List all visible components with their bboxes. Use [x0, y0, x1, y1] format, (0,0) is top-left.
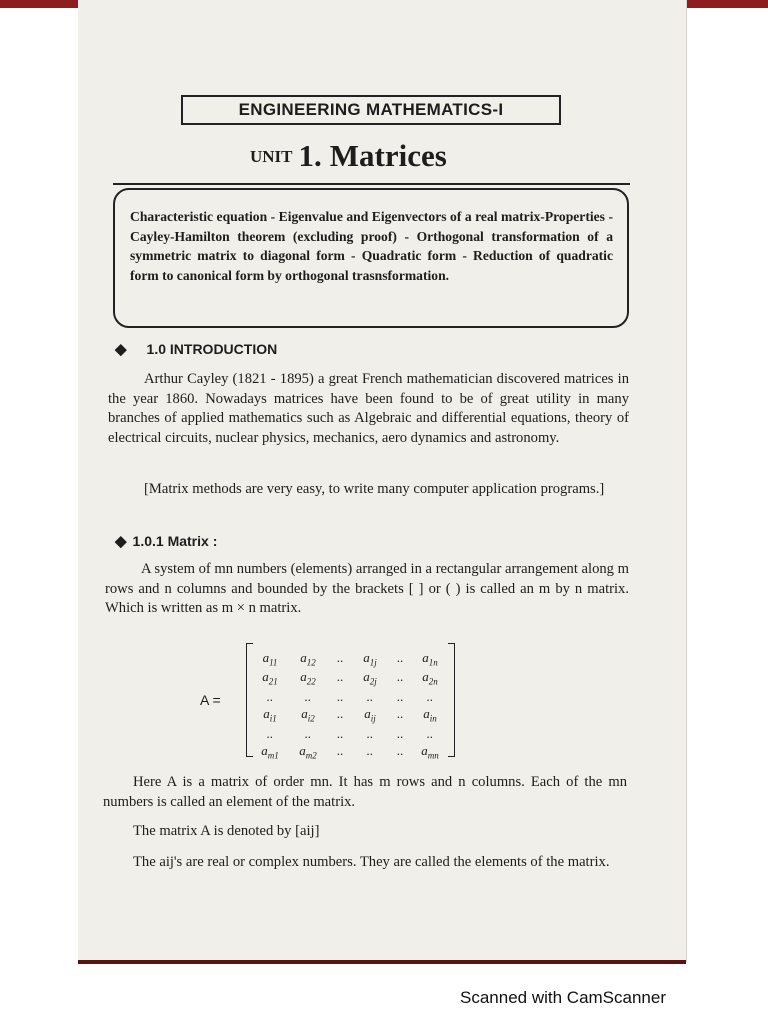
- matrix-cell: $a_{i2}$: [301, 706, 315, 724]
- matrix-cell: ..: [336, 689, 344, 704]
- heading-rule: [113, 183, 630, 185]
- matrix-cell: ..: [396, 726, 404, 741]
- matrix-cell: ..: [336, 669, 344, 684]
- matrix-row: [252, 743, 448, 761]
- matrix-cell: ..: [266, 726, 274, 741]
- matrix-cell: $a_{2n}$: [422, 669, 438, 687]
- section-title: 1.0.1 Matrix :: [132, 533, 218, 549]
- right-bracket: [448, 643, 455, 757]
- matrix-cell: ..: [396, 743, 404, 758]
- matrix-cell: $a_{22}$: [300, 669, 316, 687]
- matrix-row: [252, 706, 448, 724]
- matrix-cell: ..: [336, 650, 344, 665]
- intro-note: [Matrix methods are very easy, to write many computer application programs.]: [144, 481, 605, 497]
- diamond-bullet-icon: ◆: [115, 341, 127, 358]
- unit-heading: [250, 138, 447, 174]
- section-heading-introduction: [115, 340, 277, 358]
- matrix-cell: $a_{i1}$: [263, 706, 277, 724]
- scanner-watermark: Scanned with CamScanner: [460, 988, 667, 1007]
- matrix-row: [252, 669, 448, 687]
- matrix-cell: $a_{11}$: [262, 650, 278, 668]
- matrix-cell: ..: [266, 689, 274, 704]
- matrix-row: [252, 650, 448, 668]
- matrix-row: [252, 726, 448, 742]
- matrix-cell: ..: [366, 726, 374, 741]
- matrix-notation: The matrix A is denoted by [aij]: [133, 823, 320, 839]
- book-title: ENGINEERING MATHEMATICS-I: [181, 95, 561, 125]
- matrix-order-paragraph: Here A is a matrix of order mn. It has m rows and n columns. Each of the mn numbers is called an element of the matrix.: [103, 774, 627, 810]
- matrix-cell: ..: [426, 726, 434, 741]
- matrix-cell: ..: [396, 669, 404, 684]
- matrix-cell: ..: [304, 726, 312, 741]
- diamond-bullet-icon: ◆: [115, 533, 127, 550]
- matrix-cell: $a_{mn}$: [421, 743, 439, 761]
- matrix-definition: A system of mn numbers (elements) arranged in a rectangular arrangement along m rows and n columns and bounded by the brackets [ ] or ( ) is called an m by n matrix. Which is written as m × n matrix.: [105, 561, 629, 616]
- syllabus-box: Characteristic equation - Eigenvalue and Eigenvectors of a real matrix-Properties - Cayley-Hamilton theorem (excluding proof) - Orthogonal transformation of a symmetric matrix to diagonal form - Quadratic form - Reduction of quadratic form to canonical form by orthogonal trasnsformation.: [113, 188, 629, 328]
- section-heading-matrix: [115, 532, 217, 550]
- matrix-cell: $a_{m1}$: [261, 743, 279, 761]
- intro-paragraph: Arthur Cayley (1821 - 1895) a great French mathematician discovered matrices in the year 1860. Nowadays matrices have been found to be of great utility in many branches of applied mathematics such as Algebraic and differential equations, theory of electrical circuits, nuclear physics, mechanics, aero dynamics and astronomy.: [108, 371, 629, 446]
- matrix-cell: $a_{2j}$: [363, 669, 377, 687]
- matrix-label: A =: [200, 692, 221, 708]
- matrix-cell: $a_{21}$: [262, 669, 278, 687]
- matrix-cell: ..: [396, 650, 404, 665]
- matrix-cell: ..: [336, 706, 344, 721]
- bottom-edge: [78, 960, 686, 964]
- matrix-cell: ..: [396, 689, 404, 704]
- matrix-cell: ..: [366, 743, 374, 758]
- matrix-cell: ..: [304, 689, 312, 704]
- matrix-row: [252, 689, 448, 705]
- matrix-cell: ..: [426, 689, 434, 704]
- matrix-cell: $a_{in}$: [423, 706, 437, 724]
- elements-paragraph: The aij's are real or complex numbers. They are called the elements of the matrix.: [133, 854, 610, 870]
- matrix-cell: ..: [366, 689, 374, 704]
- section-title: 1.0 INTRODUCTION: [146, 341, 278, 357]
- matrix-cell: $a_{m2}$: [299, 743, 317, 761]
- matrix-cell: $a_{1n}$: [422, 650, 438, 668]
- matrix-cell: $a_{ij}$: [364, 706, 376, 724]
- matrix-cell: $a_{12}$: [300, 650, 316, 668]
- unit-label: UNIT: [250, 147, 293, 166]
- matrix-cell: ..: [336, 743, 344, 758]
- unit-number: 1.: [298, 138, 322, 173]
- matrix-cell: ..: [396, 706, 404, 721]
- matrix-cell: $a_{1j}$: [363, 650, 377, 668]
- matrix-cell: ..: [336, 726, 344, 741]
- unit-title: Matrices: [329, 138, 447, 173]
